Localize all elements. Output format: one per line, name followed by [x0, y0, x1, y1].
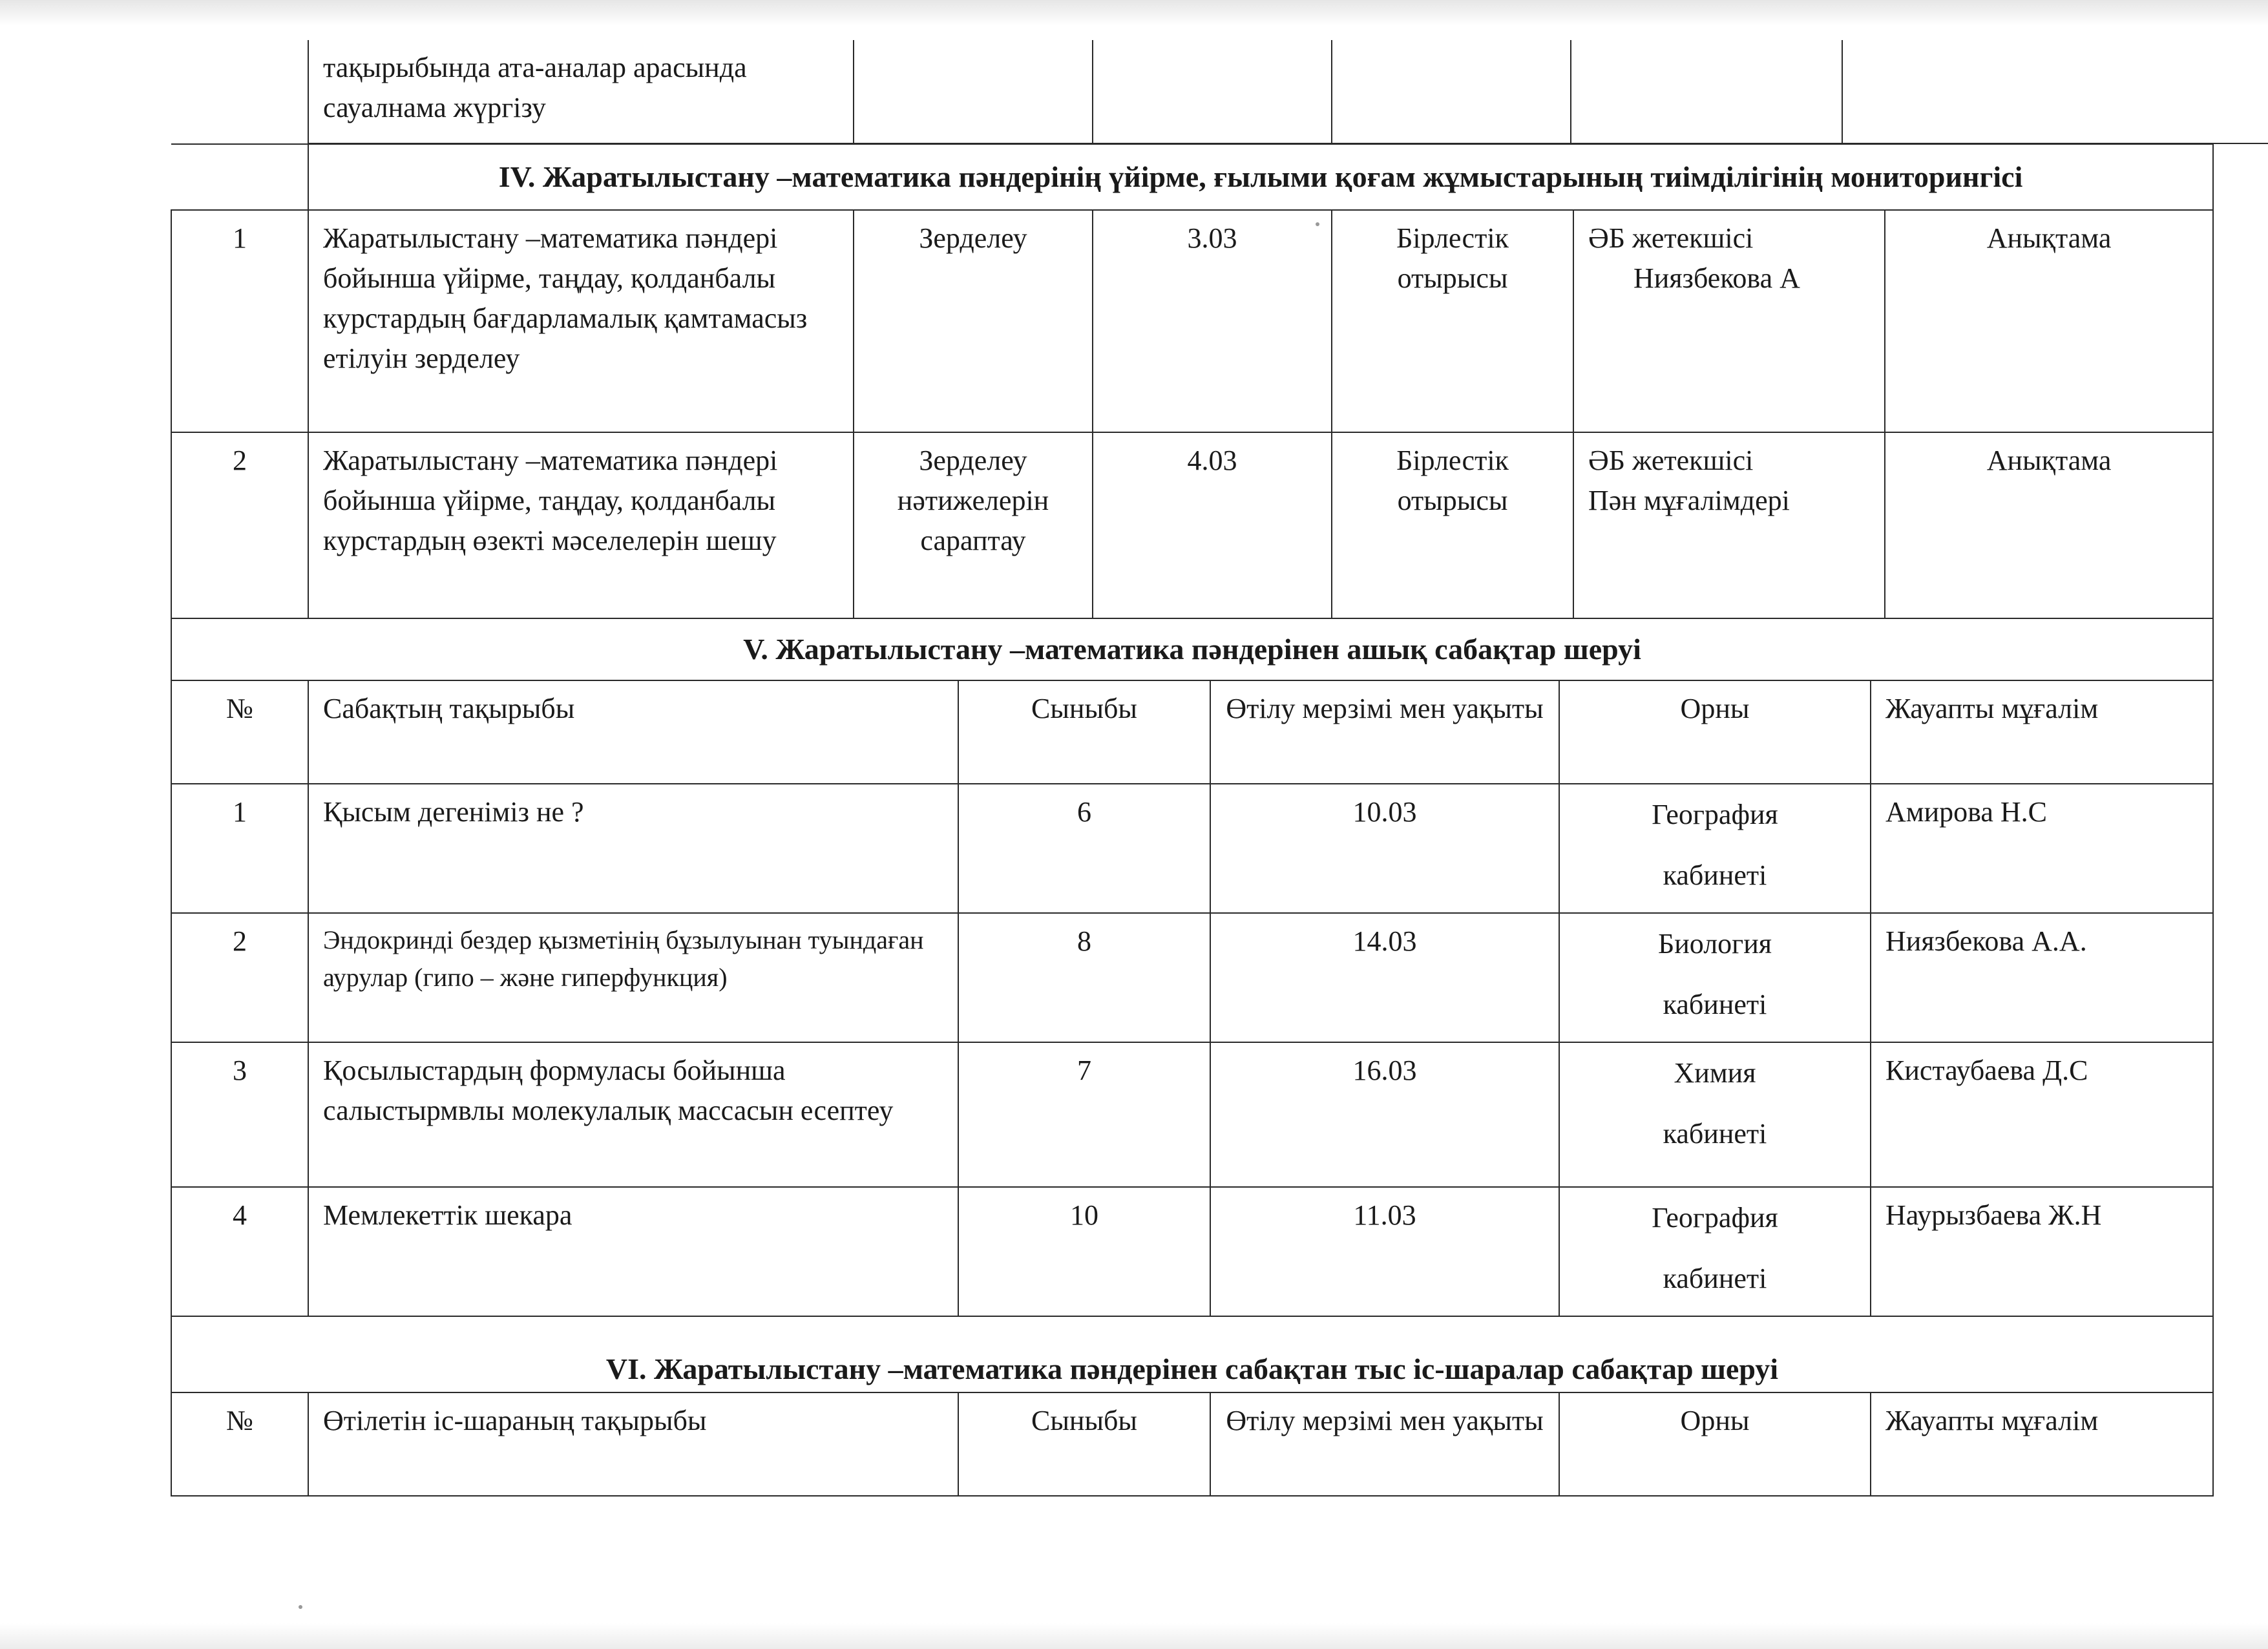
row-number: 4 [171, 1187, 308, 1316]
row-place [1559, 1042, 1871, 1187]
table-row [308, 40, 2268, 143]
row-result: Анықтама [1885, 432, 2213, 618]
section4-title-row [171, 144, 2213, 210]
section5-title: V. Жаратылыстану –математика пәндерінен ашық сабақтар шеруі [171, 618, 2213, 680]
fragment-cell [1093, 40, 1332, 143]
header-topic: Өтілетін іс-шараның тақырыбы [308, 1392, 958, 1496]
row-topic: Эндокринді бездер қызметінің бұзылуынан туындаған аурулар (гипо – және гиперфункция) [308, 913, 958, 1042]
table-row [171, 913, 2213, 1042]
row-grade: 6 [958, 784, 1210, 913]
table-row [171, 1187, 2213, 1316]
responsible-name: Пән мұғалімдері [1588, 485, 1790, 516]
row-number: 2 [171, 432, 308, 618]
row-place: Бірлестік отырысы [1332, 432, 1573, 618]
row-topic: Жаратылыстану –математика пәндері бойынша үйірме, таңдау, қолданбалы курстардың өзекті мәселелерін шешу [308, 432, 854, 618]
place-subject: Биология [1657, 928, 1772, 960]
section6-header-row [171, 1392, 2213, 1496]
row-form: Зерделеу нәтижелерін сараптау [854, 432, 1093, 618]
place-subject: Химия [1674, 1057, 1756, 1089]
section6-title: VI. Жаратылыстану –математика пәндерінен сабақтан тыс іс-шаралар сабақтар шеруі [171, 1316, 2213, 1392]
row-topic: Қысым дегеніміз не ? [308, 784, 958, 913]
responsible-role: ӘБ жетекшісі [1588, 445, 1754, 476]
row-date: 14.03 [1210, 913, 1559, 1042]
responsible-role: ӘБ жетекшісі [1588, 222, 1754, 254]
fragment-cell [1571, 40, 1842, 143]
row-responsible [1573, 432, 1885, 618]
header-date: Өтілу мерзімі мен уақыты [1210, 1392, 1559, 1496]
row-date: 11.03 [1210, 1187, 1559, 1316]
place-room: кабинеті [1663, 1263, 1767, 1294]
place-subject: География [1652, 799, 1778, 830]
row-date: 16.03 [1210, 1042, 1559, 1187]
header-number: № [171, 1392, 308, 1496]
section4-table [171, 143, 2214, 619]
row-topic: Қосылыстардың формуласы бойынша салыстырмвлы молекулалық массасын есептеу [308, 1042, 958, 1187]
section5-table [171, 618, 2214, 1497]
fragment-cell-topic: тақырыбында ата-аналар арасында сауалнама жүргізу [308, 40, 854, 143]
row-number: 2 [171, 913, 308, 1042]
scan-speck [299, 1605, 302, 1609]
top-fragment-table [308, 40, 2268, 144]
row-result: Анықтама [1885, 210, 2213, 432]
row-grade: 10 [958, 1187, 1210, 1316]
row-place [1559, 1187, 1871, 1316]
responsible-name: Ниязбекова А [1633, 262, 1800, 294]
header-teacher: Жауапты мұғалім [1871, 680, 2213, 784]
section4-title: IV. Жаратылыстану –математика пәндерінің үйірме, ғылыми қоғам жұмыстарының тиімділігінің мониторингісі [308, 144, 2213, 210]
row-form: Зерделеу [854, 210, 1093, 432]
header-date: Өтілу мерзімі мен уақыты [1210, 680, 1559, 784]
row-teacher: Кистаубаева Д.С [1871, 1042, 2213, 1187]
table-row [171, 1042, 2213, 1187]
row-teacher: Наурызбаева Ж.Н [1871, 1187, 2213, 1316]
row-date: 3.03 [1093, 210, 1332, 432]
header-grade: Сыныбы [958, 680, 1210, 784]
header-teacher: Жауапты мұғалім [1871, 1392, 2213, 1496]
fragment-cell [1842, 40, 2268, 143]
row-responsible [1573, 210, 1885, 432]
row-topic: Мемлекеттік шекара [308, 1187, 958, 1316]
row-date: 10.03 [1210, 784, 1559, 913]
row-topic: Жаратылыстану –математика пәндері бойынша үйірме, таңдау, қолданбалы курстардың бағдарламалық қамтамасыз етілуін зерделеу [308, 210, 854, 432]
row-grade: 8 [958, 913, 1210, 1042]
table-row [171, 210, 2213, 432]
place-room: кабинеті [1663, 989, 1767, 1020]
row-number: 3 [171, 1042, 308, 1187]
section5-title-row [171, 618, 2213, 680]
scan-speck [1316, 222, 1319, 226]
row-place [1559, 913, 1871, 1042]
row-grade: 7 [958, 1042, 1210, 1187]
place-room: кабинеті [1663, 1118, 1767, 1150]
row-number: 1 [171, 210, 308, 432]
fragment-cell [854, 40, 1093, 143]
row-place: Бірлестік отырысы [1332, 210, 1573, 432]
table-row [171, 432, 2213, 618]
header-grade: Сыныбы [958, 1392, 1210, 1496]
header-place: Орны [1559, 680, 1871, 784]
row-teacher: Ниязбекова А.А. [1871, 913, 2213, 1042]
place-room: кабинеті [1663, 859, 1767, 891]
section4-title-spacer [171, 144, 308, 210]
fragment-cell [1332, 40, 1571, 143]
place-subject: География [1652, 1202, 1778, 1234]
row-place [1559, 784, 1871, 913]
scan-bottom-edge [0, 1623, 2268, 1649]
row-number: 1 [171, 784, 308, 913]
header-place: Орны [1559, 1392, 1871, 1496]
scan-top-edge [0, 0, 2268, 26]
row-date: 4.03 [1093, 432, 1332, 618]
row-teacher: Амирова Н.С [1871, 784, 2213, 913]
header-topic: Сабақтың тақырыбы [308, 680, 958, 784]
header-number: № [171, 680, 308, 784]
section6-title-row [171, 1316, 2213, 1392]
section5-header-row [171, 680, 2213, 784]
table-row [171, 784, 2213, 913]
